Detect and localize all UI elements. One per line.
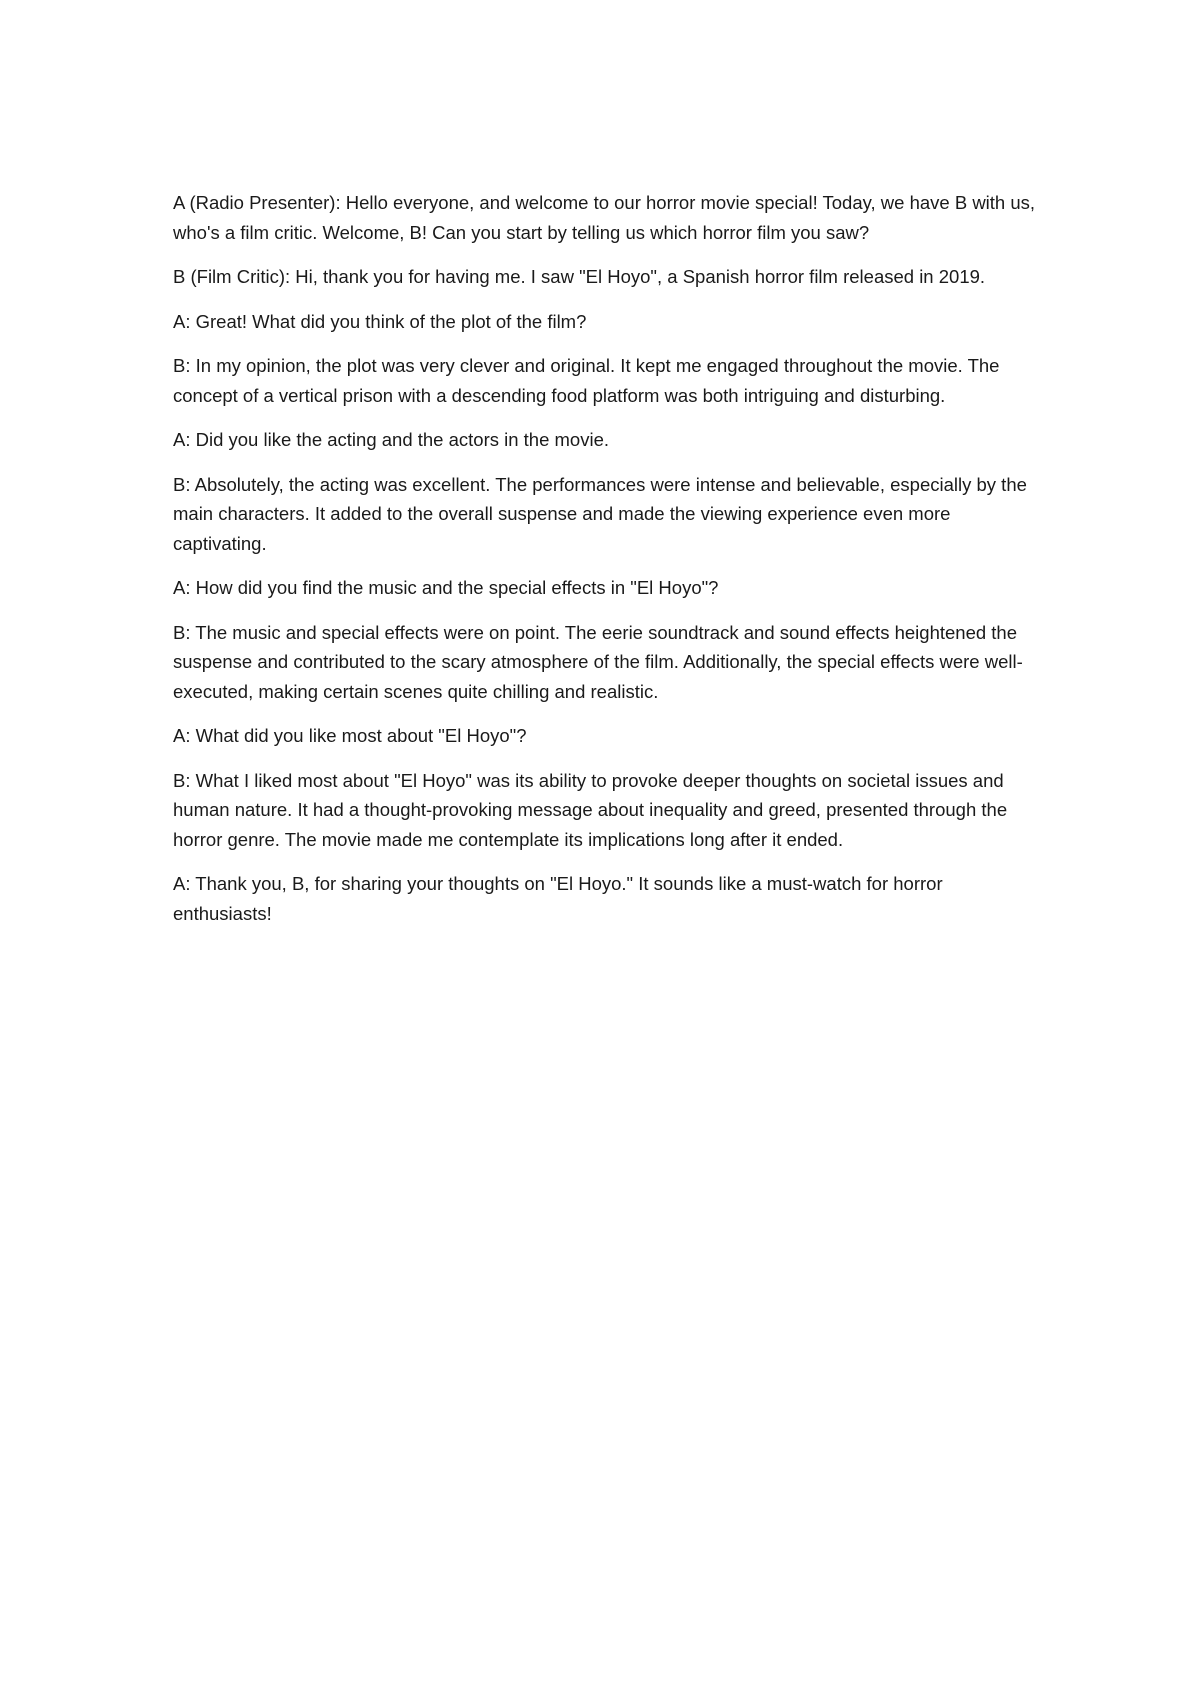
paragraph-presenter-intro: A (Radio Presenter): Hello everyone, and welcome to our horror movie special! Today, we have B with us, who's a film critic. Welcome, B! Can you start by telling us which horror film you saw?	[173, 192, 1036, 243]
paragraph-question-music: A: How did you find the music and the special effects in "El Hoyo"?	[173, 577, 719, 598]
document-body	[173, 188, 1045, 943]
paragraph-question-favorite: A: What did you like most about "El Hoyo"?	[173, 725, 527, 746]
paragraph-answer-acting: B: Absolutely, the acting was excellent. The performances were intense and believable, especially by the main characters. It added to the overall suspense and made the viewing experience even more captivating.	[173, 473, 1027, 554]
paragraph-answer-music: B: The music and special effects were on point. The eerie soundtrack and sound effects heightened the suspense and contributed to the scary atmosphere of the film. Additionally, the special effects were well-executed, making certain scenes quite chilling and realistic.	[173, 621, 1023, 702]
paragraph-question-acting: A: Did you like the acting and the actors in the movie.	[173, 429, 610, 450]
paragraph-critic-intro: B (Film Critic): Hi, thank you for having me. I saw "El Hoyo", a Spanish horror film released in 2019.	[173, 266, 986, 287]
paragraph-closing: A: Thank you, B, for sharing your thoughts on "El Hoyo." It sounds like a must-watch for horror enthusiasts!	[173, 873, 943, 924]
paragraph-question-plot: A: Great! What did you think of the plot of the film?	[173, 310, 587, 332]
paragraph-answer-favorite: B: What I liked most about "El Hoyo" was its ability to provoke deeper thoughts on societal issues and human nature. It had a thought-provoking message about inequality and greed, presented through the horror genre. The movie made me contemplate its implications long after it ended.	[173, 769, 1008, 850]
paragraph-answer-plot: B: In my opinion, the plot was very clever and original. It kept me engaged throughout the movie. The concept of a vertical prison with a descending food platform was both intriguing and disturbing.	[173, 355, 1000, 406]
